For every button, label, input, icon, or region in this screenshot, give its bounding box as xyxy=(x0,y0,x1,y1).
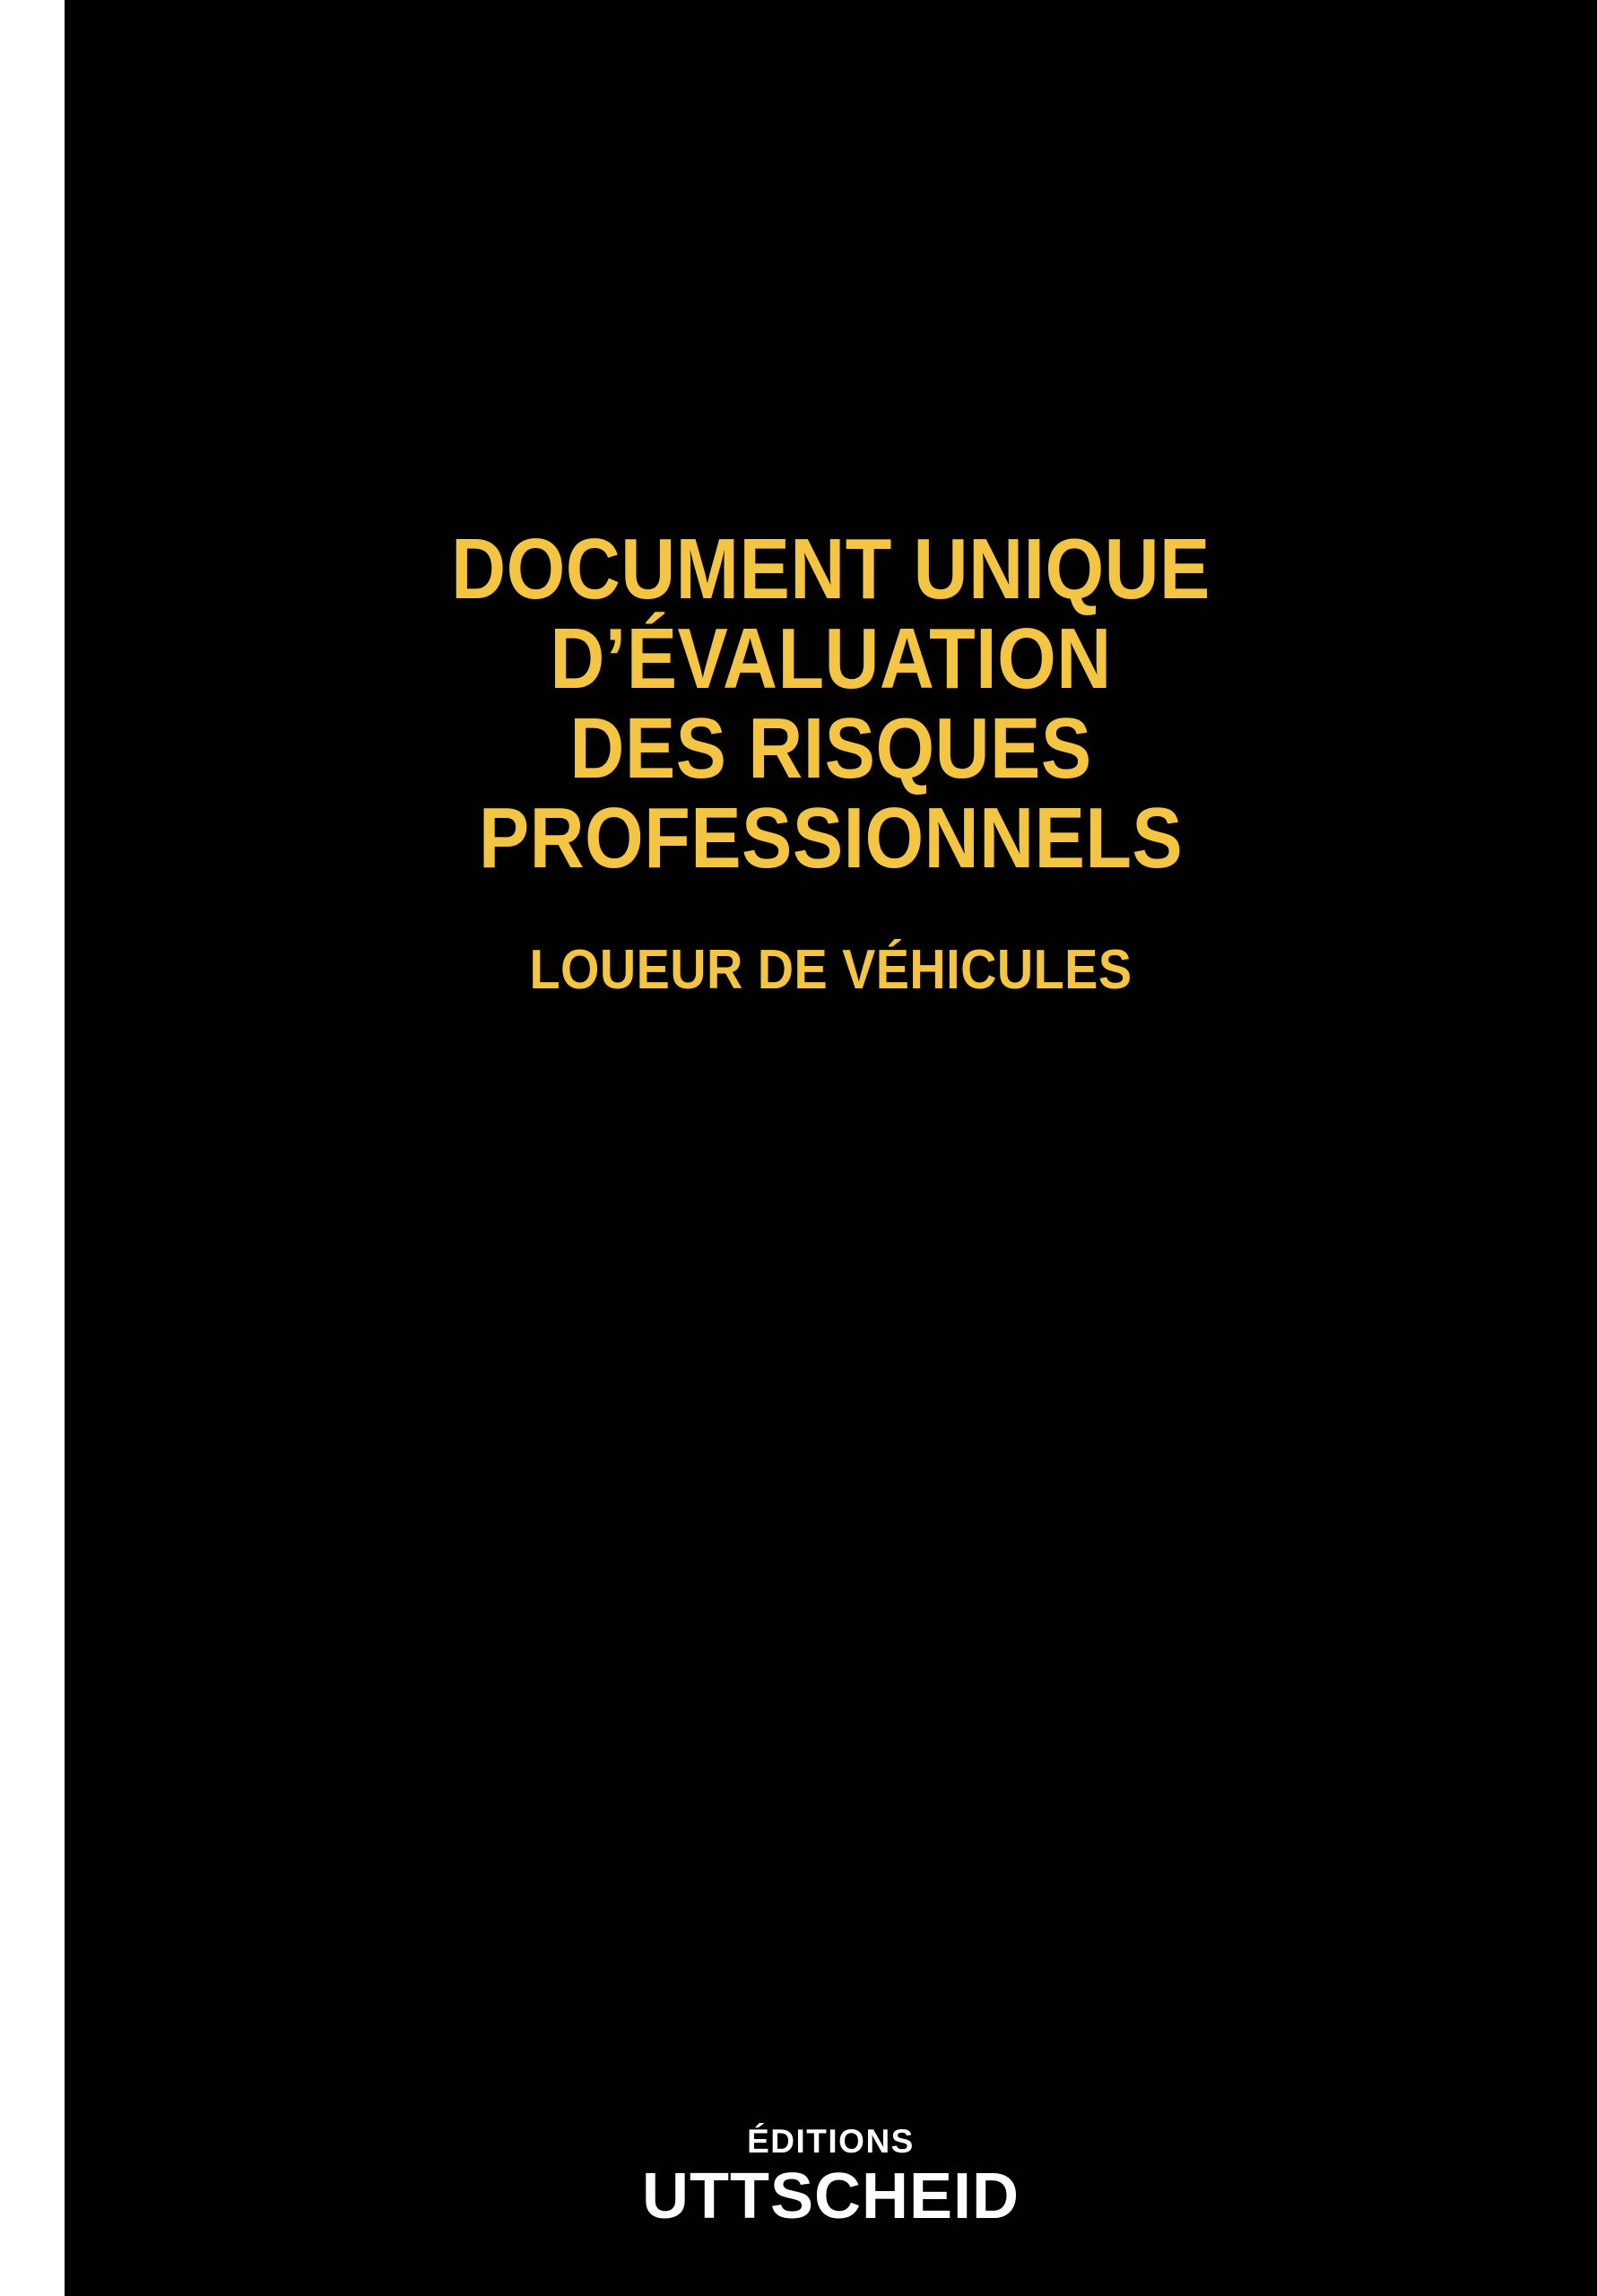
publisher-name: UTTSCHEID xyxy=(642,2161,1020,2232)
cover-panel xyxy=(65,0,1597,2296)
title-line-3: DES RISQUES xyxy=(569,700,1092,796)
title-line-2: D’ÉVALUATION xyxy=(550,611,1112,707)
title-block xyxy=(65,521,1597,1002)
publisher-logo xyxy=(65,2122,1597,2231)
title-line-4: PROFESSIONNELS xyxy=(478,790,1184,886)
cover-subtitle: LOUEUR DE VÉHICULES xyxy=(529,939,1133,1001)
title-line-1: DOCUMENT UNIQUE xyxy=(451,521,1211,617)
left-margin-strip xyxy=(0,0,65,2296)
publisher-prefix: ÉDITIONS xyxy=(747,2123,915,2160)
